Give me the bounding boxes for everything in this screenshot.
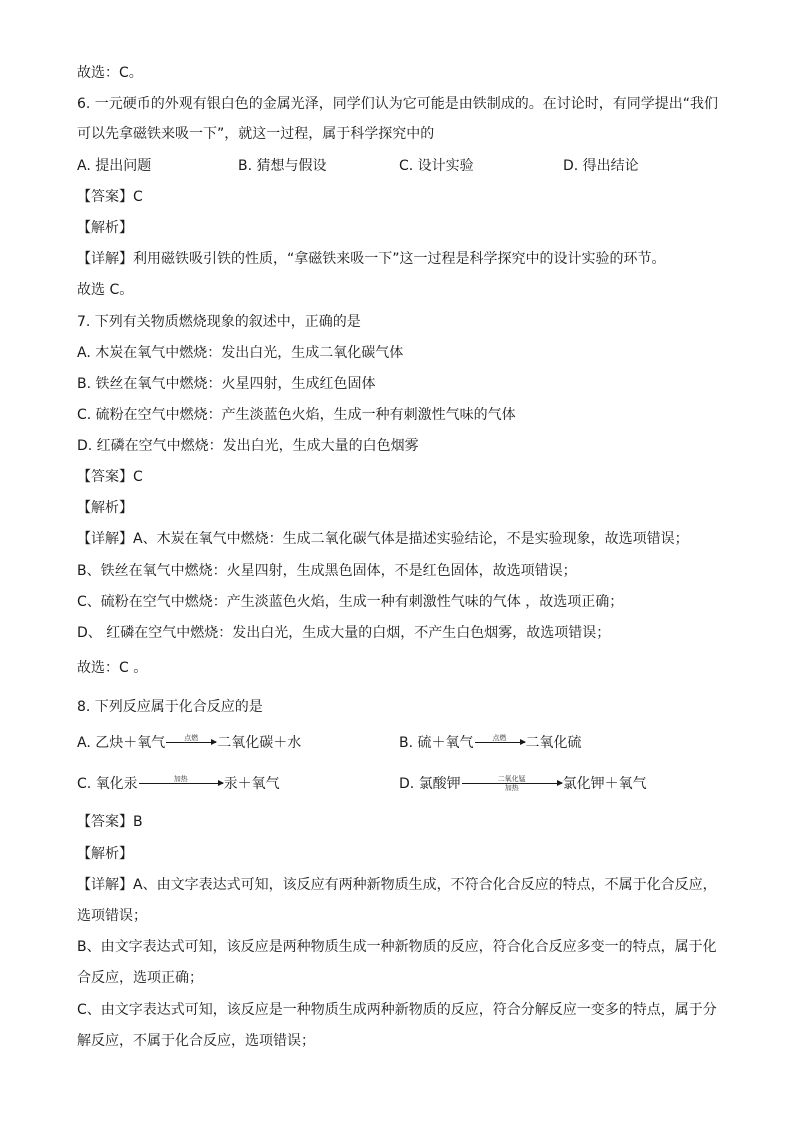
q8-option-a [77,734,301,752]
reactants: 乙炔＋氧气 [95,735,166,751]
option-label: D. [399,776,415,792]
detail-text: 合反应，选项正确； [77,970,203,986]
arrow-condition-above: 点燃 [492,733,507,742]
option-label: C. [77,776,92,792]
detail-text: 解反应，不属于化合反应，选项错误； [77,1033,315,1049]
analysis-label: 【解析】 [77,846,133,862]
products: 二氧化硫 [525,735,582,751]
detail-text: B、铁丝在氧气中燃烧：火星四射，生成黑色固体，不是红色固体，故选项错误； [77,563,577,579]
detail-text: 【详解】A、木炭在氧气中燃烧：生成二氧化碳气体是描述实验结论，不是实验现象，故选项错误； [77,531,689,547]
products: 氯化钾＋氧气 [562,776,647,792]
answer-label: 【答案】C [77,469,143,485]
reactants: 氯酸钾 [418,776,461,792]
detail-text: C、由文字表达式可知，该反应是一种物质生成两种新物质的反应，符合分解反应一变多的特点，属于分 [77,1002,717,1018]
detail-text: 【详解】A、由文字表达式可知，该反应有两种新物质生成，不符合化合反应的特点，不属于化合反应， [77,877,717,893]
analysis-label: 【解析】 [77,220,133,236]
text-line: 故选：C。 [77,65,143,81]
reaction-arrow-icon [139,775,223,792]
question-8-stem: 8. 下列反应属于化合反应的是 [77,699,263,715]
reaction-arrow-icon [166,734,216,751]
reaction-arrow-icon [462,775,562,792]
question-6-stem: 6. 一元硬币的外观有银白色的金属光泽，同学们认为它可能是由铁制成的。在讨论时，有同学提出“我们 [77,96,719,112]
detail-text: D、 红磷在空气中燃烧：发出白光，生成大量的白烟，不产生白色烟雾，故选项错误； [77,625,611,641]
option-label: B. [399,735,414,751]
detail-text: C、硫粉在空气中燃烧：产生淡蓝色火焰，生成一种有刺激性气味的气体 ，故选项正确； [77,594,624,610]
text-line: 故选 C。 [77,282,134,298]
arrow-condition-below: 加热 [504,783,519,792]
products: 汞＋氧气 [223,776,280,792]
detail-text: B、由文字表达式可知，该反应是两种物质生成一种新物质的反应，符合化合反应多变一的特点，属于化 [77,939,717,955]
question-7-stem: 7. 下列有关物质燃烧现象的叙述中，正确的是 [77,314,361,330]
analysis-label: 【解析】 [77,500,133,516]
q8-option-d [399,775,647,793]
reactants: 硫＋氧气 [417,735,474,751]
text-line: 故选：C 。 [77,660,148,676]
q7-option-d: D. 红磷在空气中燃烧：发出白光，生成大量的白色烟雾 [77,438,419,454]
question-6-stem-cont: 可以先拿磁铁来吸一下”，就这一过程，属于科学探究中的 [77,126,435,142]
q7-option-a: A. 木炭在氧气中燃烧：发出白光，生成二氧化碳气体 [77,345,404,361]
reactants: 氧化汞 [95,776,138,792]
q8-option-c [77,775,280,793]
detail-text: 【详解】利用磁铁吸引铁的性质，“拿磁铁来吸一下”这一过程是科学探究中的设计实验的环节。 [77,251,666,267]
q6-option-a: A. 提出问题 [77,158,152,174]
option-label: A. [77,735,91,751]
q8-option-b [399,734,582,752]
q6-option-c: C. 设计实验 [399,158,474,174]
q7-option-b: B. 铁丝在氧气中燃烧：火星四射，生成红色固体 [77,376,376,392]
answer-label: 【答案】B [77,814,143,830]
products: 二氧化碳＋水 [217,735,302,751]
answer-label: 【答案】C [77,189,143,205]
q6-option-d: D. 得出结论 [563,158,639,174]
detail-text: 选项错误； [77,908,147,924]
arrow-condition-above: 二氧化锰 [497,774,526,783]
arrow-condition-above: 加热 [173,774,188,783]
q6-option-b: B. 猜想与假设 [238,158,327,174]
arrow-condition-above: 点燃 [184,733,199,742]
q7-option-c: C. 硫粉在空气中燃烧：产生淡蓝色火焰，生成一种有刺激性气味的气体 [77,407,516,423]
reaction-arrow-icon [475,734,525,751]
